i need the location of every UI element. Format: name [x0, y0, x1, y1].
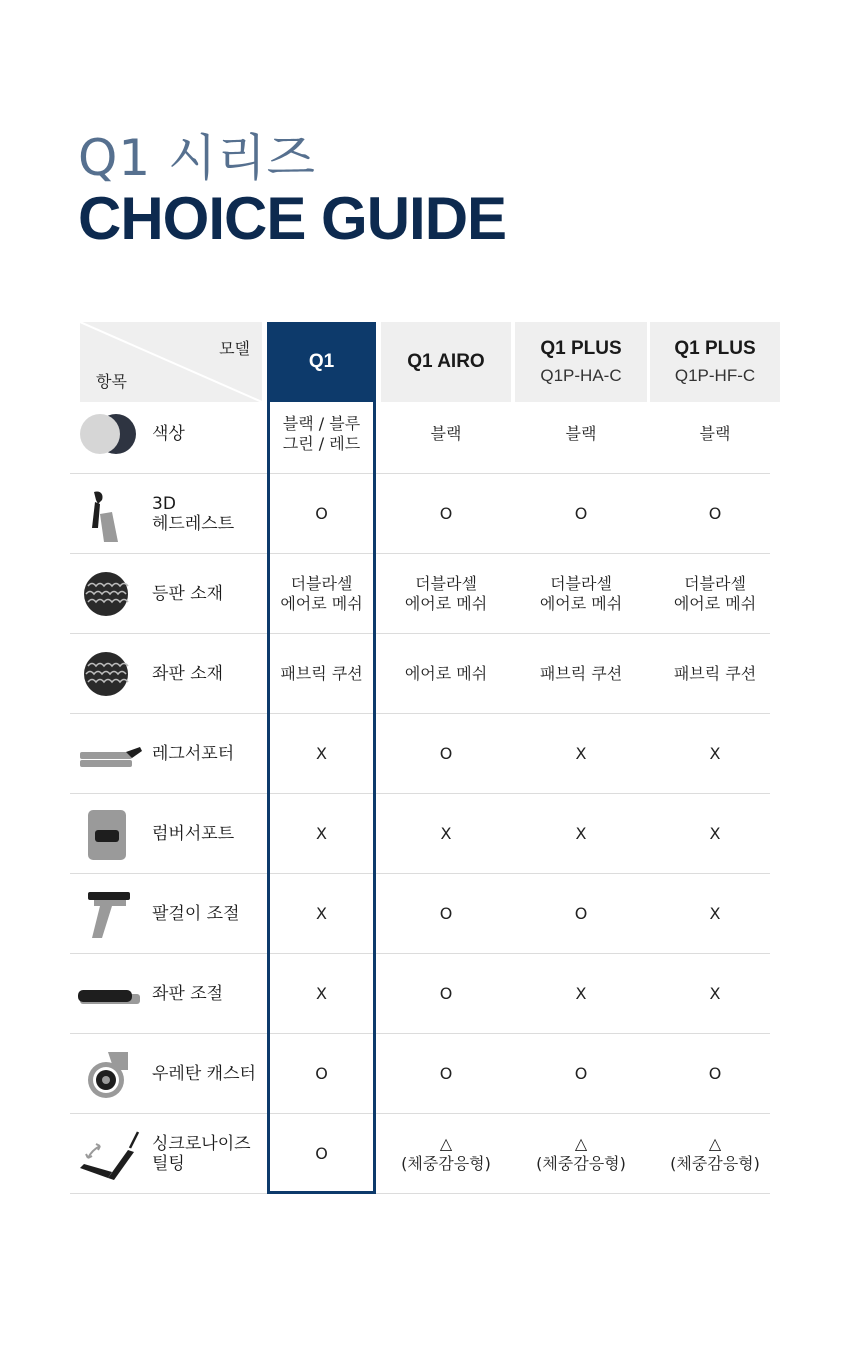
table-cell: 패브릭 쿠션 — [280, 664, 363, 683]
table-cell: X — [440, 824, 452, 843]
table-cell: X — [575, 824, 587, 843]
table-row — [70, 954, 770, 1034]
table-row — [70, 474, 770, 554]
table-cell: △ (체중감응형) — [536, 1134, 626, 1173]
caster-icon — [78, 1048, 134, 1100]
table-row — [70, 634, 770, 714]
table-cell: O — [439, 904, 453, 923]
table-cell: O — [439, 984, 453, 1003]
row-label: 색상 — [152, 424, 185, 444]
table-cell: X — [709, 824, 721, 843]
table-row — [70, 554, 770, 634]
table-cell: X — [316, 744, 327, 763]
row-label: 팔걸이 조절 — [152, 904, 240, 924]
leg-support-icon — [78, 728, 134, 780]
table-cell: O — [708, 504, 722, 523]
table-corner-header — [80, 322, 262, 402]
table-cell: 블랙 — [699, 424, 731, 443]
table-cell: X — [575, 744, 587, 763]
seat-adjust-icon — [78, 968, 134, 1020]
table-row — [70, 394, 770, 474]
column-name: Q1 — [308, 351, 335, 372]
row-label: 등판 소재 — [152, 584, 224, 604]
series-subtitle: Q1 시리즈 — [78, 129, 316, 187]
table-cell: 더블라셀 에어로 메쉬 — [280, 574, 363, 613]
table-cell: X — [575, 984, 587, 1003]
table-cell: 블랙 — [430, 424, 462, 443]
table-row — [70, 1114, 770, 1194]
corner-model-label: 모델 — [219, 339, 250, 358]
table-cell: X — [316, 904, 327, 923]
table-row — [70, 874, 770, 954]
tilting-icon — [78, 1128, 134, 1180]
table-cell: X — [709, 984, 721, 1003]
row-label: 레그서포터 — [152, 744, 235, 764]
column-name: Q1 PLUS — [540, 338, 622, 359]
mesh-icon — [78, 568, 134, 620]
column-name: Q1 AIRO — [407, 351, 485, 372]
color-swatch-icon — [78, 408, 134, 460]
table-cell: △ (체중감응형) — [401, 1134, 491, 1173]
table-cell: X — [316, 984, 327, 1003]
table-cell: 더블라셀 에어로 메쉬 — [673, 574, 757, 613]
mesh-icon — [78, 648, 134, 700]
table-cell: O — [315, 1144, 328, 1163]
table-cell: O — [574, 904, 588, 923]
column-header-q1-plus-ha — [515, 322, 647, 402]
table-cell: O — [574, 504, 588, 523]
table-cell: O — [439, 1064, 453, 1083]
column-header-q1 — [267, 322, 376, 402]
table-cell: O — [439, 744, 453, 763]
headrest-icon — [78, 488, 134, 540]
table-cell: 블랙 — [565, 424, 597, 443]
table-row — [70, 714, 770, 794]
table-cell: △ (체중감응형) — [670, 1134, 760, 1173]
table-cell: 패브릭 쿠션 — [673, 664, 757, 683]
table-cell: 패브릭 쿠션 — [539, 664, 623, 683]
row-label: 좌판 조절 — [152, 984, 224, 1004]
table-cell: 더블라셀 에어로 메쉬 — [539, 574, 623, 613]
column-model-code: Q1P-HA-C — [540, 366, 622, 385]
table-cell: X — [709, 744, 721, 763]
table-cell: 에어로 메쉬 — [404, 664, 488, 683]
row-label: 3D 헤드레스트 — [152, 494, 235, 534]
table-cell: O — [708, 1064, 722, 1083]
table-cell: 더블라셀 에어로 메쉬 — [404, 574, 488, 613]
table-cell: 블랙 / 블루 그린 / 레드 — [282, 414, 361, 453]
column-model-code: Q1P-HF-C — [674, 366, 756, 385]
table-cell: O — [574, 1064, 588, 1083]
row-label: 싱크로나이즈 틸팅 — [152, 1134, 251, 1174]
row-label: 럼버서포트 — [152, 824, 235, 844]
column-name: Q1 PLUS — [674, 338, 756, 359]
row-label: 좌판 소재 — [152, 664, 224, 684]
table-cell: O — [315, 1064, 328, 1083]
table-row — [70, 1034, 770, 1114]
lumbar-support-icon — [78, 808, 134, 860]
table-cell: O — [315, 504, 328, 523]
table-cell: O — [439, 504, 453, 523]
column-header-q1-airo — [381, 322, 511, 402]
column-header-q1-plus-hf — [650, 322, 780, 402]
table-cell: X — [316, 824, 327, 843]
row-label: 우레탄 캐스터 — [152, 1064, 256, 1084]
corner-item-label: 항목 — [96, 372, 127, 391]
table-row — [70, 794, 770, 874]
armrest-icon — [78, 888, 134, 940]
page-title: CHOICE GUIDE — [78, 185, 507, 252]
table-cell: X — [709, 904, 721, 923]
